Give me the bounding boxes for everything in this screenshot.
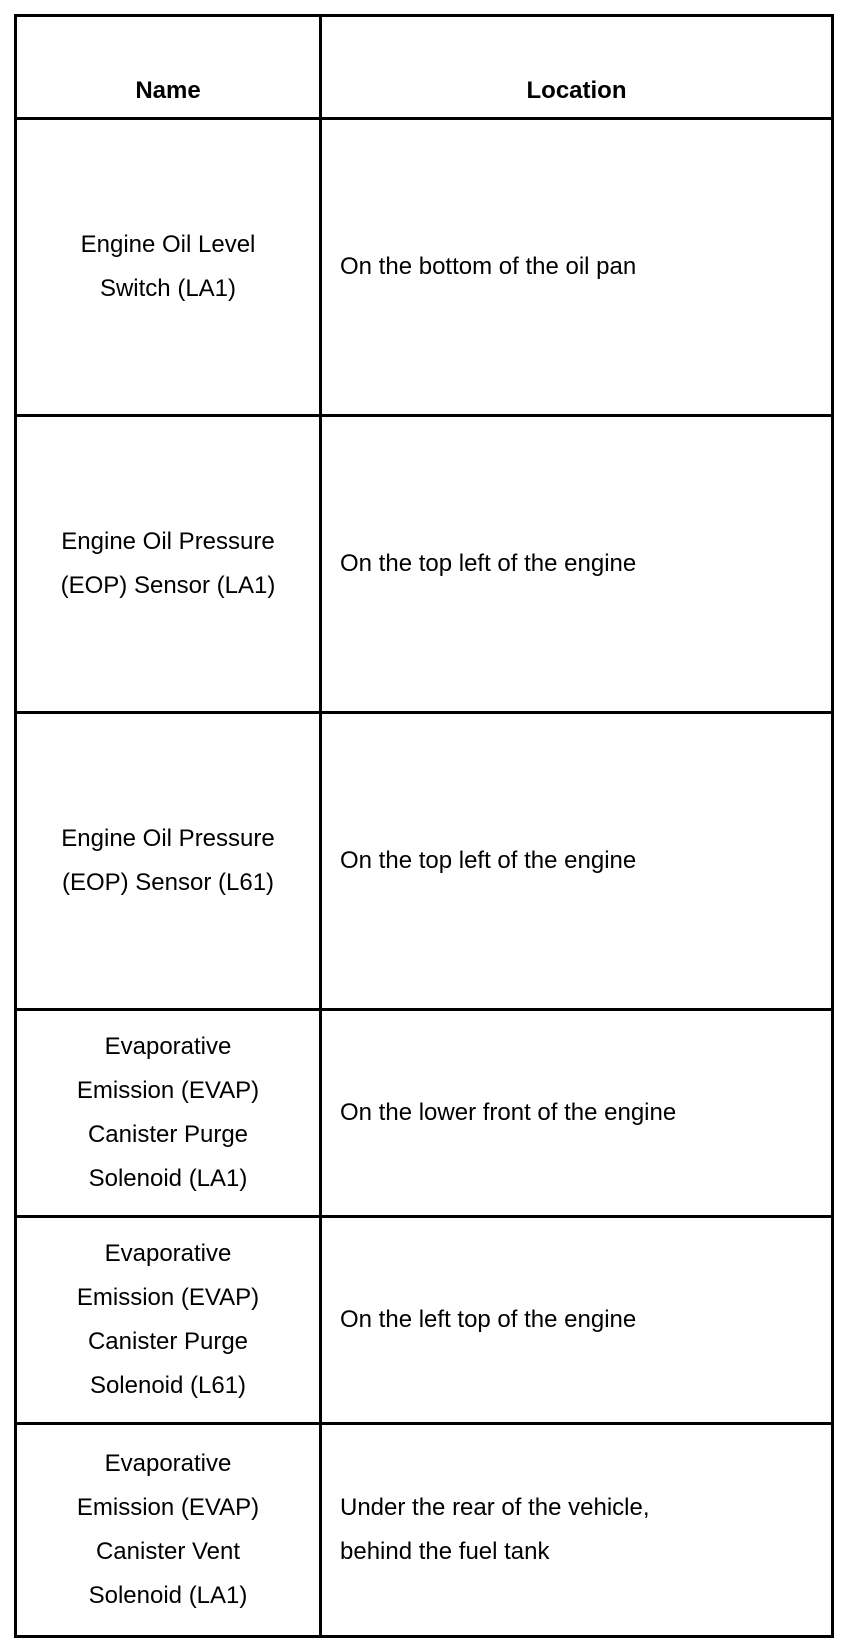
component-name-cell bbox=[16, 1010, 321, 1217]
component-location-line: On the top left of the engine bbox=[340, 550, 637, 577]
component-location-line: behind the fuel tank bbox=[340, 1538, 550, 1565]
component-name-cell bbox=[16, 119, 321, 416]
component-location-line: Under the rear of the vehicle, bbox=[340, 1494, 650, 1521]
component-name-line: Canister Purge bbox=[87, 1328, 249, 1355]
table-row bbox=[16, 1217, 833, 1424]
component-location-cell bbox=[321, 713, 833, 1010]
component-location-cell bbox=[321, 119, 833, 416]
component-name-cell bbox=[16, 713, 321, 1010]
component-name-line: Canister Vent bbox=[95, 1538, 241, 1565]
component-name-line: Evaporative bbox=[104, 1450, 232, 1477]
table-row bbox=[16, 119, 833, 416]
component-name-line: Evaporative bbox=[104, 1033, 232, 1060]
table-row bbox=[16, 713, 833, 1010]
component-name-line: Solenoid (L61) bbox=[89, 1372, 247, 1399]
header-row bbox=[16, 16, 833, 119]
component-name-line: Solenoid (LA1) bbox=[88, 1165, 248, 1192]
name-column-header: Name bbox=[16, 16, 321, 119]
component-location-line: On the top left of the engine bbox=[340, 847, 637, 874]
component-name-line: Emission (EVAP) bbox=[76, 1284, 260, 1311]
component-location-cell bbox=[321, 1217, 833, 1424]
component-location-cell bbox=[321, 1424, 833, 1637]
table-row bbox=[16, 1424, 833, 1637]
component-location-line: On the left top of the engine bbox=[340, 1306, 637, 1333]
location-column-header: Location bbox=[321, 16, 833, 119]
table-row bbox=[16, 416, 833, 713]
component-name-line: Evaporative bbox=[104, 1240, 232, 1267]
component-locator-sheet bbox=[14, 14, 831, 1634]
component-location-cell bbox=[321, 416, 833, 713]
component-name-line: Engine Oil Level bbox=[80, 231, 256, 258]
component-name-cell bbox=[16, 1217, 321, 1424]
component-location-line: On the lower front of the engine bbox=[340, 1099, 677, 1126]
component-name-line: Engine Oil Pressure bbox=[61, 825, 275, 852]
table-row bbox=[16, 1010, 833, 1217]
component-location-table bbox=[14, 14, 834, 1638]
component-name-line: (EOP) Sensor (L61) bbox=[61, 869, 275, 896]
component-name-cell bbox=[16, 1424, 321, 1637]
component-name-line: Solenoid (LA1) bbox=[88, 1582, 248, 1609]
component-name-line: Emission (EVAP) bbox=[76, 1494, 260, 1521]
component-name-line: Engine Oil Pressure bbox=[61, 528, 275, 555]
component-name-cell bbox=[16, 416, 321, 713]
component-name-line: (EOP) Sensor (LA1) bbox=[60, 572, 276, 599]
component-name-line: Emission (EVAP) bbox=[76, 1077, 260, 1104]
component-name-line: Canister Purge bbox=[87, 1121, 249, 1148]
component-location-line: On the bottom of the oil pan bbox=[340, 253, 637, 280]
component-location-cell bbox=[321, 1010, 833, 1217]
component-name-line: Switch (LA1) bbox=[99, 275, 237, 302]
